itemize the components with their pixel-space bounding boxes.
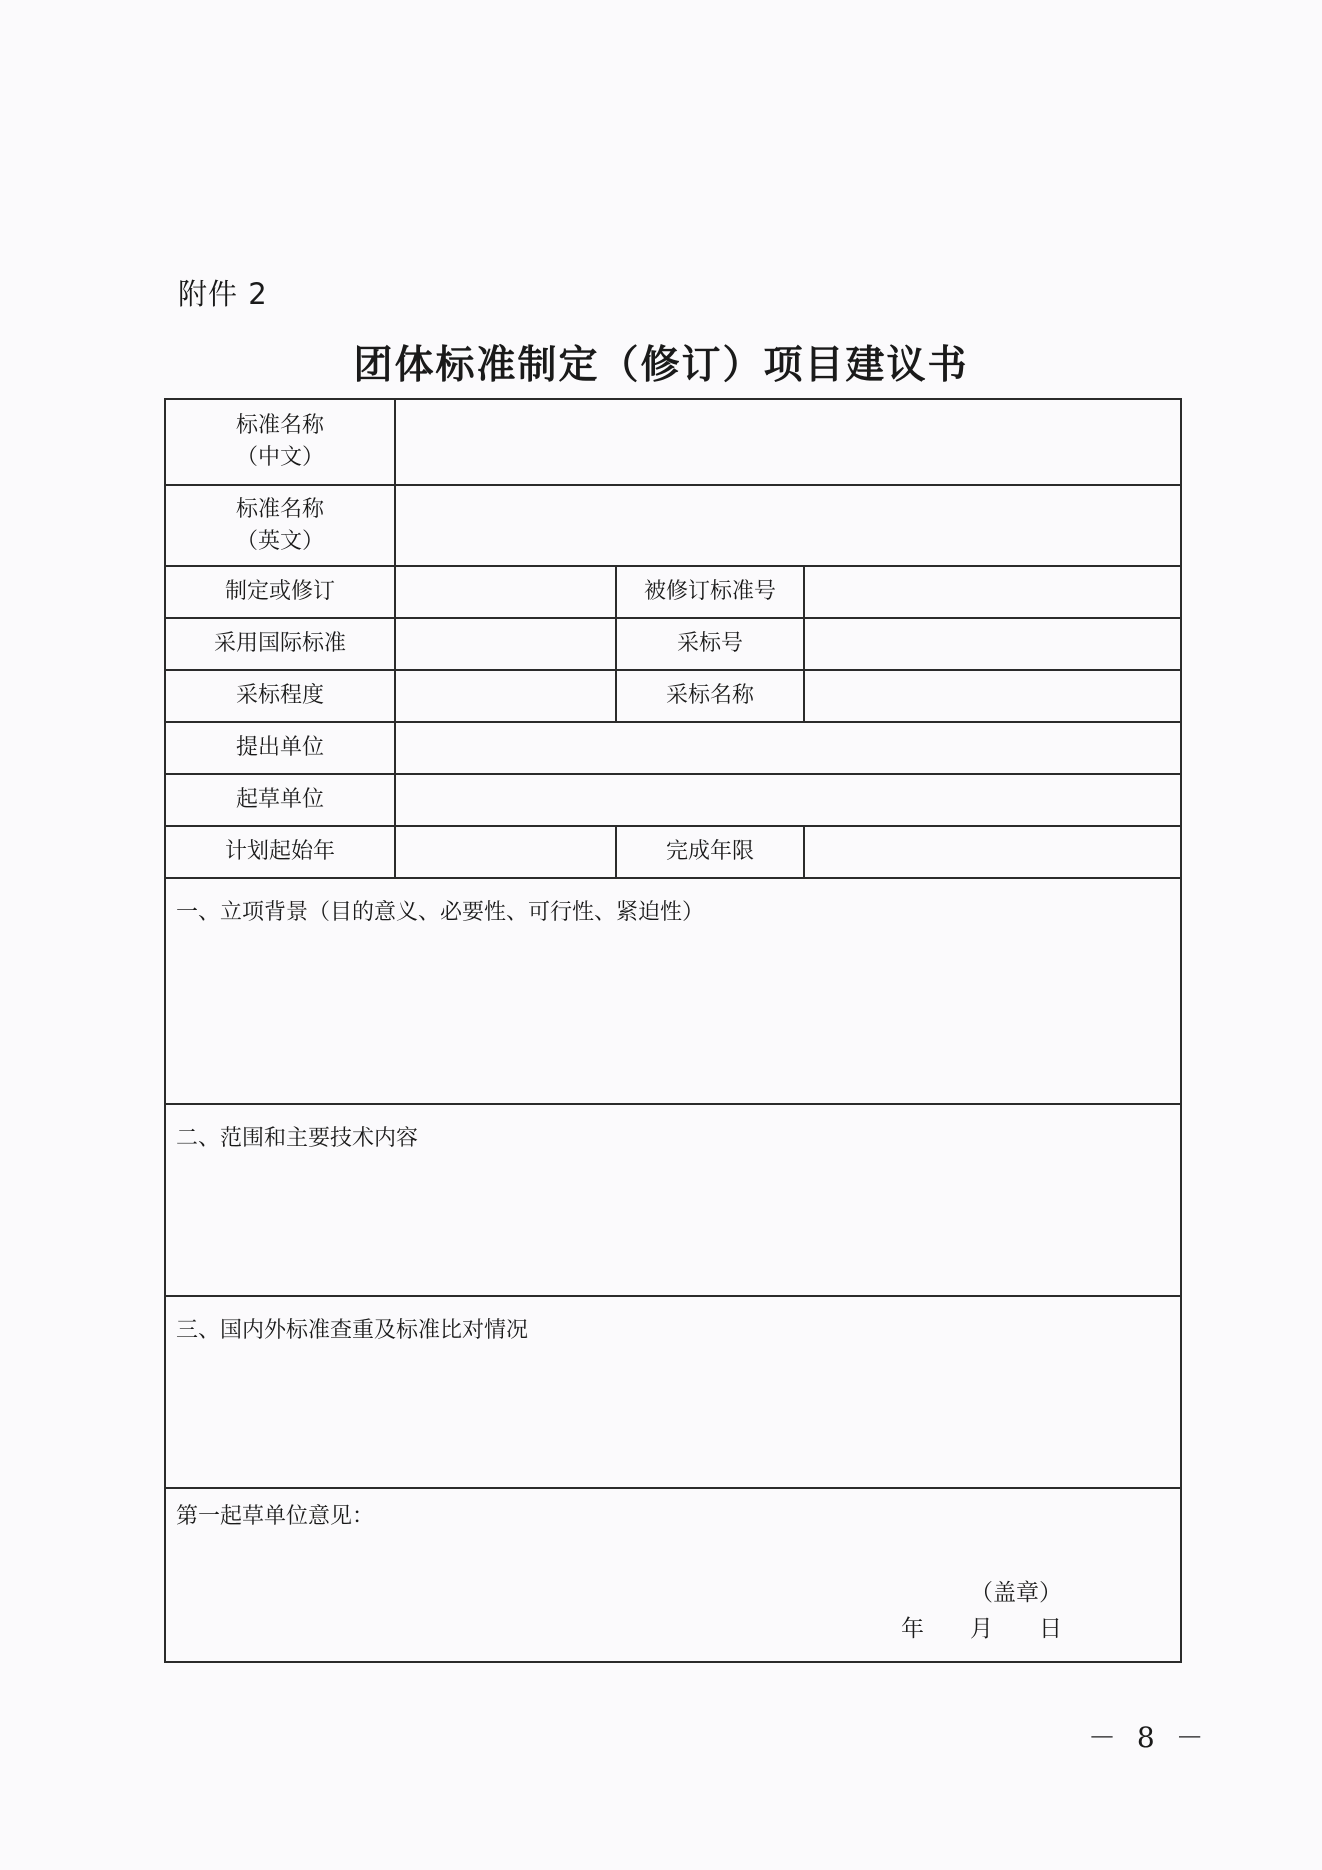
standard-name-cn-label (165, 399, 395, 485)
drafter-label: 起草单位 (165, 774, 395, 826)
proposal-form-table (164, 398, 1182, 1663)
row-proposer (165, 722, 1181, 774)
make-or-revise-label: 制定或修订 (165, 566, 395, 618)
adoption-degree-label: 采标程度 (165, 670, 395, 722)
proposer-label: 提出单位 (165, 722, 395, 774)
drafter-opinion-label: 第一起草单位意见： (176, 1504, 375, 1529)
adopted-standard-number-field[interactable] (804, 618, 1181, 670)
standard-name-cn-label-line2: （中文） (235, 445, 324, 470)
row-adoption-degree (165, 670, 1181, 722)
plan-start-year-label: 计划起始年 (165, 826, 395, 878)
row-section-background (165, 878, 1181, 1104)
section-comparison-heading: 三、国内外标准查重及标准比对情况 (176, 1318, 529, 1343)
adoption-degree-field[interactable] (395, 670, 616, 722)
standard-name-en-field[interactable] (395, 485, 1181, 566)
make-or-revise-field[interactable] (395, 566, 616, 618)
standard-name-cn-field[interactable] (395, 399, 1181, 485)
row-standard-name-en (165, 485, 1181, 566)
standard-name-cn-label-line1: 标准名称 (235, 413, 324, 439)
page-number: － 8 － (1088, 1721, 1210, 1754)
row-international-standard (165, 618, 1181, 670)
revised-standard-number-label: 被修订标准号 (616, 566, 804, 618)
row-plan-start (165, 826, 1181, 878)
signature-block (901, 1575, 1062, 1647)
section-background-heading: 一、立项背景（目的意义、必要性、可行性、紧迫性） (176, 900, 705, 925)
attachment-label: 附件 2 (178, 277, 268, 311)
seal-label: （盖章） (970, 1580, 1063, 1606)
section-comparison[interactable] (165, 1296, 1181, 1488)
row-standard-name-cn (165, 399, 1181, 485)
section-background[interactable] (165, 878, 1181, 1104)
completion-deadline-field[interactable] (804, 826, 1181, 878)
drafter-field[interactable] (395, 774, 1181, 826)
section-scope[interactable] (165, 1104, 1181, 1296)
row-section-comparison (165, 1296, 1181, 1488)
row-make-or-revise (165, 566, 1181, 618)
standard-name-en-label (165, 485, 395, 566)
section-scope-heading: 二、范围和主要技术内容 (176, 1126, 419, 1151)
plan-start-year-field[interactable] (395, 826, 616, 878)
page-title: 团体标准制定（修订）项目建议书 (353, 343, 969, 388)
standard-name-en-label-line2: （英文） (235, 528, 324, 554)
international-standard-field[interactable] (395, 618, 616, 670)
adopted-standard-name-label: 采标名称 (616, 670, 804, 722)
standard-name-en-label-line1: 标准名称 (235, 496, 324, 522)
international-standard-label: 采用国际标准 (165, 618, 395, 670)
adopted-standard-name-field[interactable] (804, 670, 1181, 722)
row-section-scope (165, 1104, 1181, 1296)
row-drafter-opinion (165, 1488, 1181, 1662)
adopted-standard-number-label: 采标号 (616, 618, 804, 670)
revised-standard-number-field[interactable] (804, 566, 1181, 618)
row-drafter (165, 774, 1181, 826)
proposer-field[interactable] (395, 722, 1181, 774)
date-label: 年 月 日 (901, 1616, 1063, 1642)
completion-deadline-label: 完成年限 (616, 826, 804, 878)
drafter-opinion-box[interactable] (165, 1488, 1181, 1662)
